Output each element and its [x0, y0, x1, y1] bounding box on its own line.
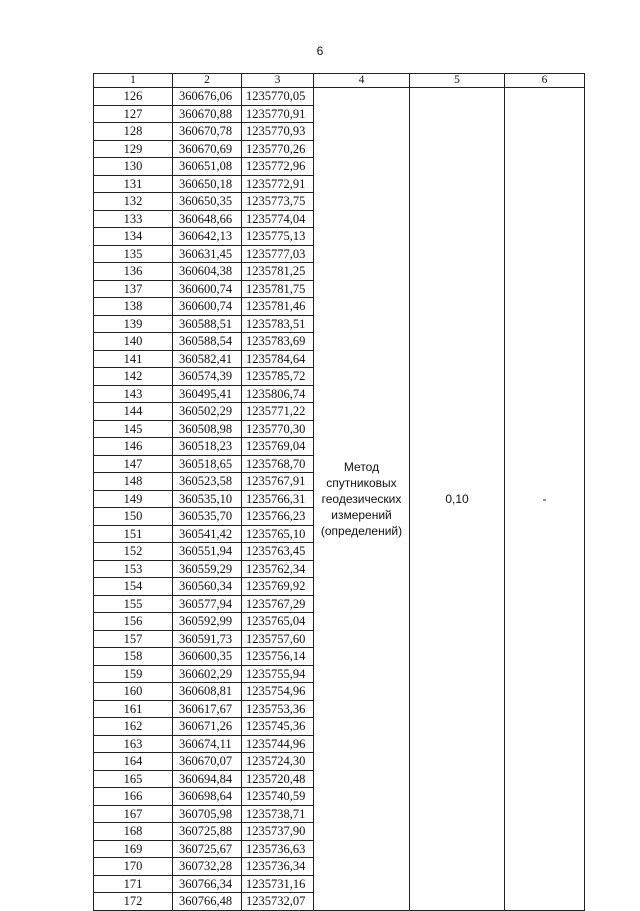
coordinates-table — [93, 73, 585, 911]
y-coordinate-cell: 1235724,30 — [242, 753, 314, 771]
header-col-4: 4 — [314, 74, 410, 88]
accuracy-cell: 0,10 — [410, 88, 505, 911]
point-number-cell: 140 — [94, 333, 173, 351]
point-number-cell: 172 — [94, 893, 173, 911]
point-number-cell: 130 — [94, 158, 173, 176]
point-number-cell: 138 — [94, 298, 173, 316]
point-number-cell: 171 — [94, 875, 173, 893]
point-number-cell: 159 — [94, 665, 173, 683]
y-coordinate-cell: 1235777,03 — [242, 245, 314, 263]
header-row — [94, 74, 585, 88]
y-coordinate-cell: 1235745,36 — [242, 718, 314, 736]
x-coordinate-cell: 360670,07 — [173, 753, 242, 771]
y-coordinate-cell: 1235740,59 — [242, 788, 314, 806]
x-coordinate-cell: 360705,98 — [173, 805, 242, 823]
point-number-cell: 137 — [94, 280, 173, 298]
point-number-cell: 156 — [94, 613, 173, 631]
page-number: 6 — [316, 44, 324, 58]
x-coordinate-cell: 360560,34 — [173, 578, 242, 596]
point-number-cell: 141 — [94, 350, 173, 368]
point-number-cell: 150 — [94, 508, 173, 526]
point-number-cell: 147 — [94, 455, 173, 473]
x-coordinate-cell: 360670,78 — [173, 123, 242, 141]
y-coordinate-cell: 1235744,96 — [242, 735, 314, 753]
point-number-cell: 148 — [94, 473, 173, 491]
x-coordinate-cell: 360670,69 — [173, 140, 242, 158]
y-coordinate-cell: 1235771,22 — [242, 403, 314, 421]
y-coordinate-cell: 1235781,25 — [242, 263, 314, 281]
y-coordinate-cell: 1235762,34 — [242, 560, 314, 578]
method-line: Метод — [343, 459, 380, 474]
point-number-cell: 126 — [94, 88, 173, 106]
y-coordinate-cell: 1235754,96 — [242, 683, 314, 701]
y-coordinate-cell: 1235769,92 — [242, 578, 314, 596]
point-number-cell: 146 — [94, 438, 173, 456]
x-coordinate-cell: 360518,65 — [173, 455, 242, 473]
y-coordinate-cell: 1235775,13 — [242, 228, 314, 246]
x-coordinate-cell: 360577,94 — [173, 595, 242, 613]
point-number-cell: 164 — [94, 753, 173, 771]
y-coordinate-cell: 1235770,26 — [242, 140, 314, 158]
y-coordinate-cell: 1235757,60 — [242, 630, 314, 648]
point-number-cell: 170 — [94, 858, 173, 876]
point-number-cell: 127 — [94, 105, 173, 123]
point-number-cell: 151 — [94, 525, 173, 543]
x-coordinate-cell: 360650,18 — [173, 175, 242, 193]
x-coordinate-cell: 360694,84 — [173, 770, 242, 788]
y-coordinate-cell: 1235781,75 — [242, 280, 314, 298]
point-number-cell: 161 — [94, 700, 173, 718]
header-col-2: 2 — [173, 74, 242, 88]
header-col-1: 1 — [94, 74, 173, 88]
point-number-cell: 154 — [94, 578, 173, 596]
x-coordinate-cell: 360600,35 — [173, 648, 242, 666]
y-coordinate-cell: 1235785,72 — [242, 368, 314, 386]
point-number-cell: 158 — [94, 648, 173, 666]
point-number-cell: 166 — [94, 788, 173, 806]
y-coordinate-cell: 1235736,63 — [242, 840, 314, 858]
x-coordinate-cell: 360541,42 — [173, 525, 242, 543]
point-number-cell: 163 — [94, 735, 173, 753]
x-coordinate-cell: 360523,58 — [173, 473, 242, 491]
x-coordinate-cell: 360608,81 — [173, 683, 242, 701]
point-number-cell: 144 — [94, 403, 173, 421]
x-coordinate-cell: 360559,29 — [173, 560, 242, 578]
y-coordinate-cell: 1235720,48 — [242, 770, 314, 788]
method-line: (определений) — [320, 523, 403, 538]
point-number-cell: 135 — [94, 245, 173, 263]
point-number-cell: 165 — [94, 770, 173, 788]
y-coordinate-cell: 1235770,05 — [242, 88, 314, 106]
point-number-cell: 167 — [94, 805, 173, 823]
point-number-cell: 149 — [94, 490, 173, 508]
table-body — [94, 88, 585, 911]
x-coordinate-cell: 360725,67 — [173, 840, 242, 858]
point-number-cell: 143 — [94, 385, 173, 403]
col6-cell: - — [505, 88, 585, 911]
y-coordinate-cell: 1235770,91 — [242, 105, 314, 123]
point-number-cell: 160 — [94, 683, 173, 701]
method-line: спутниковых — [326, 475, 397, 490]
x-coordinate-cell: 360732,28 — [173, 858, 242, 876]
y-coordinate-cell: 1235766,23 — [242, 508, 314, 526]
method-line: измерений — [331, 507, 392, 522]
y-coordinate-cell: 1235774,04 — [242, 210, 314, 228]
point-number-cell: 132 — [94, 193, 173, 211]
point-number-cell: 153 — [94, 560, 173, 578]
x-coordinate-cell: 360518,23 — [173, 438, 242, 456]
point-number-cell: 133 — [94, 210, 173, 228]
method-cell — [314, 88, 410, 911]
y-coordinate-cell: 1235773,75 — [242, 193, 314, 211]
x-coordinate-cell: 360674,11 — [173, 735, 242, 753]
method-line: геодезических — [321, 491, 402, 506]
point-number-cell: 139 — [94, 315, 173, 333]
y-coordinate-cell: 1235731,16 — [242, 875, 314, 893]
x-coordinate-cell: 360631,45 — [173, 245, 242, 263]
x-coordinate-cell: 360671,26 — [173, 718, 242, 736]
header-col-6: 6 — [505, 74, 585, 88]
y-coordinate-cell: 1235737,90 — [242, 823, 314, 841]
x-coordinate-cell: 360508,98 — [173, 420, 242, 438]
y-coordinate-cell: 1235772,91 — [242, 175, 314, 193]
y-coordinate-cell: 1235772,96 — [242, 158, 314, 176]
point-number-cell: 145 — [94, 420, 173, 438]
x-coordinate-cell: 360698,64 — [173, 788, 242, 806]
point-number-cell: 168 — [94, 823, 173, 841]
x-coordinate-cell: 360617,67 — [173, 700, 242, 718]
x-coordinate-cell: 360588,51 — [173, 315, 242, 333]
y-coordinate-cell: 1235770,30 — [242, 420, 314, 438]
point-number-cell: 157 — [94, 630, 173, 648]
y-coordinate-cell: 1235783,69 — [242, 333, 314, 351]
x-coordinate-cell: 360676,06 — [173, 88, 242, 106]
y-coordinate-cell: 1235763,45 — [242, 543, 314, 561]
x-coordinate-cell: 360535,70 — [173, 508, 242, 526]
y-coordinate-cell: 1235806,74 — [242, 385, 314, 403]
y-coordinate-cell: 1235767,91 — [242, 473, 314, 491]
point-number-cell: 134 — [94, 228, 173, 246]
y-coordinate-cell: 1235781,46 — [242, 298, 314, 316]
y-coordinate-cell: 1235766,31 — [242, 490, 314, 508]
x-coordinate-cell: 360766,48 — [173, 893, 242, 911]
x-coordinate-cell: 360502,29 — [173, 403, 242, 421]
y-coordinate-cell: 1235732,07 — [242, 893, 314, 911]
x-coordinate-cell: 360670,88 — [173, 105, 242, 123]
y-coordinate-cell: 1235755,94 — [242, 665, 314, 683]
point-number-cell: 128 — [94, 123, 173, 141]
x-coordinate-cell: 360600,74 — [173, 298, 242, 316]
point-number-cell: 142 — [94, 368, 173, 386]
y-coordinate-cell: 1235738,71 — [242, 805, 314, 823]
x-coordinate-cell: 360602,29 — [173, 665, 242, 683]
point-number-cell: 162 — [94, 718, 173, 736]
x-coordinate-cell: 360588,54 — [173, 333, 242, 351]
y-coordinate-cell: 1235768,70 — [242, 455, 314, 473]
y-coordinate-cell: 1235783,51 — [242, 315, 314, 333]
x-coordinate-cell: 360591,73 — [173, 630, 242, 648]
x-coordinate-cell: 360642,13 — [173, 228, 242, 246]
point-number-cell: 155 — [94, 595, 173, 613]
y-coordinate-cell: 1235784,64 — [242, 350, 314, 368]
x-coordinate-cell: 360604,38 — [173, 263, 242, 281]
y-coordinate-cell: 1235765,04 — [242, 613, 314, 631]
y-coordinate-cell: 1235753,36 — [242, 700, 314, 718]
y-coordinate-cell: 1235770,93 — [242, 123, 314, 141]
y-coordinate-cell: 1235769,04 — [242, 438, 314, 456]
point-number-cell: 152 — [94, 543, 173, 561]
header-col-3: 3 — [242, 74, 314, 88]
y-coordinate-cell: 1235756,14 — [242, 648, 314, 666]
point-number-cell: 169 — [94, 840, 173, 858]
table-row — [94, 88, 585, 106]
y-coordinate-cell: 1235767,29 — [242, 595, 314, 613]
x-coordinate-cell: 360725,88 — [173, 823, 242, 841]
x-coordinate-cell: 360551,94 — [173, 543, 242, 561]
x-coordinate-cell: 360592,99 — [173, 613, 242, 631]
point-number-cell: 131 — [94, 175, 173, 193]
header-col-5: 5 — [410, 74, 505, 88]
x-coordinate-cell: 360766,34 — [173, 875, 242, 893]
x-coordinate-cell: 360651,08 — [173, 158, 242, 176]
y-coordinate-cell: 1235765,10 — [242, 525, 314, 543]
x-coordinate-cell: 360495,41 — [173, 385, 242, 403]
x-coordinate-cell: 360648,66 — [173, 210, 242, 228]
point-number-cell: 136 — [94, 263, 173, 281]
y-coordinate-cell: 1235736,34 — [242, 858, 314, 876]
x-coordinate-cell: 360535,10 — [173, 490, 242, 508]
point-number-cell: 129 — [94, 140, 173, 158]
x-coordinate-cell: 360582,41 — [173, 350, 242, 368]
x-coordinate-cell: 360600,74 — [173, 280, 242, 298]
x-coordinate-cell: 360650,35 — [173, 193, 242, 211]
x-coordinate-cell: 360574,39 — [173, 368, 242, 386]
